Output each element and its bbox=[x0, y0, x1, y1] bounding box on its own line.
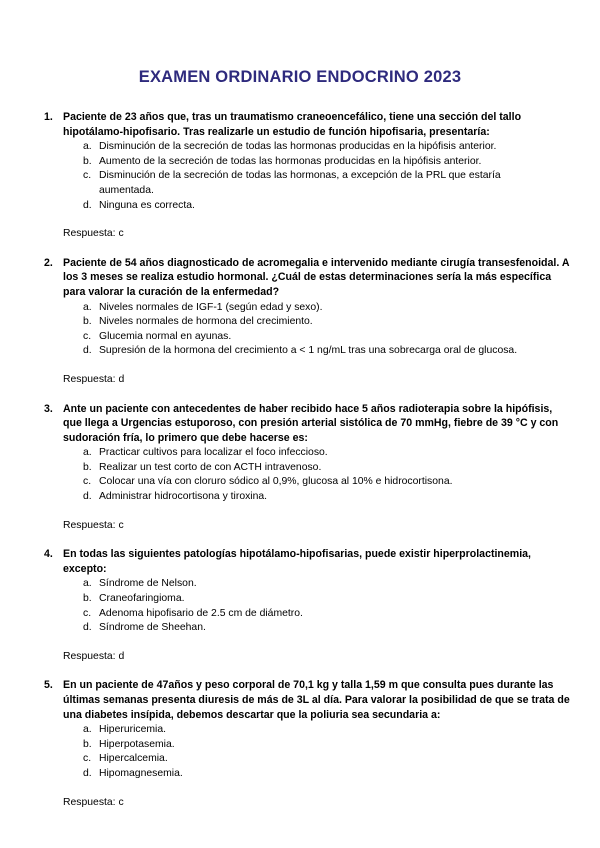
option-text: Síndrome de Sheehan. bbox=[99, 622, 206, 634]
option-b bbox=[83, 315, 539, 330]
option-letter: c. bbox=[83, 330, 92, 342]
option-d bbox=[83, 621, 539, 636]
option-letter: d. bbox=[83, 199, 92, 211]
option-text: Disminución de la secreción de todas las hormonas producidas en la hipófisis anterior. bbox=[99, 141, 497, 153]
option-text: Glucemia normal en ayunas. bbox=[99, 330, 232, 342]
option-b bbox=[83, 738, 539, 753]
question-5 bbox=[0, 678, 600, 810]
question-stem: Paciente de 54 años diagnosticado de acromegalia e intervenido mediante cirugía transesfenoidal. A los 3 meses se realiza estudio hormonal. ¿Cuál de estas determinaciones sería la más específica para valorar la curación de la enfermedad? bbox=[63, 256, 570, 298]
option-text: Disminución de la secreción de todas las hormonas, a excepción de la PRL que estaría aumentada. bbox=[99, 170, 501, 196]
option-letter: b. bbox=[83, 593, 92, 605]
option-text: Niveles normales de IGF-1 (según edad y sexo). bbox=[99, 301, 323, 313]
option-d bbox=[83, 199, 539, 214]
option-letter: a. bbox=[83, 724, 92, 736]
question-number: 3. bbox=[44, 402, 53, 415]
option-text: Craneofaringioma. bbox=[99, 593, 185, 605]
option-letter: b. bbox=[83, 316, 92, 328]
answer-text: Respuesta: c bbox=[63, 796, 124, 808]
option-text: Administrar hidrocortisona y tiroxina. bbox=[99, 491, 268, 503]
option-c bbox=[83, 475, 539, 490]
option-letter: a. bbox=[83, 447, 92, 459]
option-letter: b. bbox=[83, 155, 92, 167]
question-stem: En un paciente de 47años y peso corporal de 70,1 kg y talla 1,59 m que consulta pues durante las últimas semanas presenta diuresis de más de 3L al día. Para valorar la posibilidad de que se trata de una diabetes insípida, debemos descartar que la poliuria sea secundaria a: bbox=[63, 679, 570, 721]
option-letter: b. bbox=[83, 461, 92, 473]
option-list bbox=[0, 140, 600, 213]
question-number: 5. bbox=[44, 679, 53, 692]
option-letter: c. bbox=[83, 607, 92, 619]
question-number: 4. bbox=[44, 548, 53, 561]
question-1 bbox=[0, 110, 600, 242]
option-d bbox=[83, 344, 539, 359]
option-text: Adenoma hipofisario de 2.5 cm de diámetro. bbox=[99, 607, 303, 619]
question-number: 1. bbox=[44, 111, 53, 123]
option-letter: d. bbox=[83, 345, 92, 357]
option-text: Hipomagnesemia. bbox=[99, 767, 183, 779]
option-letter: d. bbox=[83, 767, 92, 779]
option-text: Colocar una vía con cloruro sódico al 0,9%, glucosa al 10% e hidrocortisona. bbox=[99, 476, 453, 488]
option-list bbox=[0, 301, 600, 359]
question-4 bbox=[0, 547, 600, 664]
option-letter: d. bbox=[83, 491, 92, 503]
option-letter: b. bbox=[83, 738, 92, 750]
option-list bbox=[0, 446, 600, 504]
question-2 bbox=[0, 256, 600, 388]
option-c bbox=[83, 752, 539, 767]
option-text: Supresión de la hormona del crecimiento a < 1 ng/mL tras una sobrecarga oral de glucosa. bbox=[99, 345, 518, 357]
option-text: Hiperuricemia. bbox=[99, 724, 166, 736]
option-d bbox=[83, 490, 539, 505]
question-stem: Ante un paciente con antecedentes de haber recibido hace 5 años radioterapia sobre la hipófisis, que llega a Urgencias estuporoso, con presión arterial sistólica de 70 mmHg, fiebre de 39 °C y con sudoración fría, lo primero que debe hacerse es: bbox=[63, 402, 559, 444]
option-letter: d. bbox=[83, 622, 92, 634]
question-list bbox=[0, 110, 600, 824]
option-text: Realizar un test corto de con ACTH intravenoso. bbox=[99, 461, 322, 473]
option-c bbox=[83, 169, 539, 198]
option-a bbox=[83, 140, 539, 155]
option-text: Síndrome de Nelson. bbox=[99, 578, 197, 590]
option-b bbox=[83, 592, 539, 607]
option-text: Hiperpotasemia. bbox=[99, 738, 175, 750]
option-list bbox=[0, 577, 600, 635]
option-a bbox=[83, 446, 539, 461]
option-text: Ninguna es correcta. bbox=[99, 199, 195, 211]
answer-text: Respuesta: d bbox=[63, 650, 125, 662]
option-b bbox=[83, 155, 539, 170]
option-letter: a. bbox=[83, 301, 92, 313]
question-number: 2. bbox=[44, 256, 53, 269]
option-c bbox=[83, 330, 539, 345]
question-stem: En todas las siguientes patologías hipotálamo-hipofisarias, puede existir hiperprolactinemia, excepto: bbox=[63, 548, 531, 575]
option-a bbox=[83, 577, 539, 592]
option-letter: c. bbox=[83, 753, 92, 765]
option-b bbox=[83, 461, 539, 476]
option-a bbox=[83, 723, 539, 738]
page-title: EXAMEN ORDINARIO ENDOCRINO 2023 bbox=[138, 68, 462, 86]
question-stem: Paciente de 23 años que, tras un traumatismo craneoencefálico, tiene una sección del tallo hipotálamo-hipofisario. Tras realizarle un estudio de función hipofisaria, presentaría: bbox=[63, 111, 522, 138]
option-text: Aumento de la secreción de todas las hormonas producidas en la hipófisis anterior. bbox=[99, 155, 482, 167]
option-letter: c. bbox=[83, 476, 92, 488]
answer-text: Respuesta: c bbox=[63, 228, 124, 240]
answer-text: Respuesta: c bbox=[63, 519, 124, 531]
option-text: Practicar cultivos para localizar el foco infeccioso. bbox=[99, 447, 328, 459]
option-text: Hipercalcemia. bbox=[99, 753, 168, 765]
option-letter: a. bbox=[83, 578, 92, 590]
option-list bbox=[0, 723, 600, 781]
option-text: Niveles normales de hormona del crecimiento. bbox=[99, 316, 313, 328]
answer-text: Respuesta: d bbox=[63, 373, 125, 385]
option-a bbox=[83, 301, 539, 316]
question-3 bbox=[0, 402, 600, 534]
option-d bbox=[83, 767, 539, 782]
option-letter: a. bbox=[83, 141, 92, 153]
option-c bbox=[83, 607, 539, 622]
option-letter: c. bbox=[83, 170, 92, 182]
